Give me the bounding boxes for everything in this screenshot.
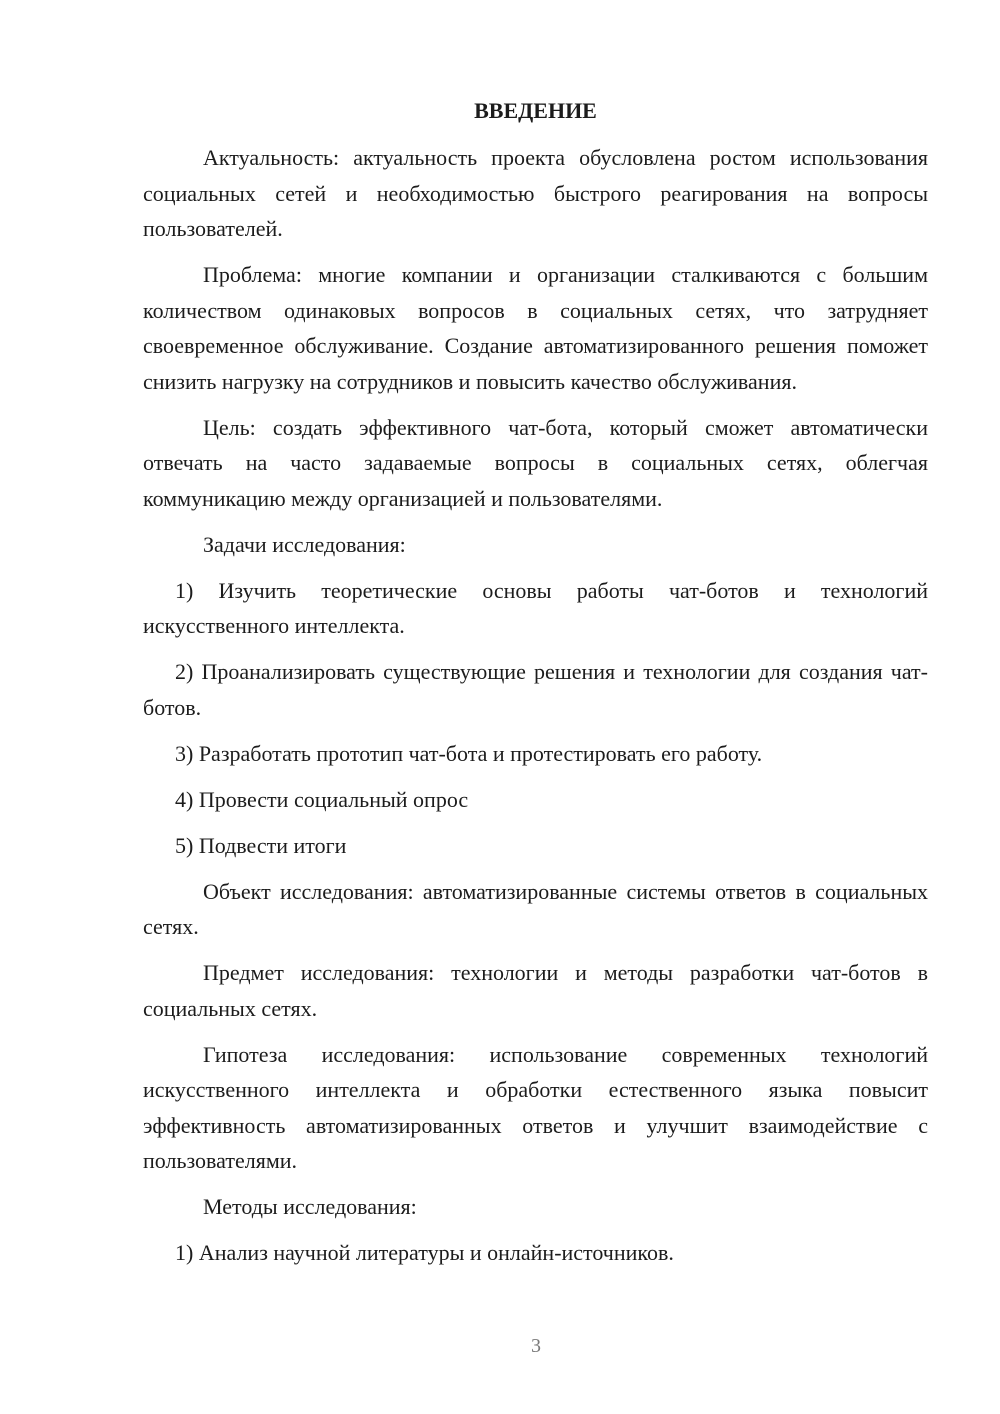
task-item-5: 5) Подвести итоги	[175, 832, 347, 858]
paragraph-goal: Цель: создать эффективного чат-бота, который сможет автоматически отвечать на часто задаваемые вопросы в социальных сетях, облегчая коммуникацию между организацией и пользователями.	[143, 414, 928, 511]
paragraph-subject: Предмет исследования: технологии и методы разработки чат-ботов в социальных сетях.	[143, 960, 928, 1021]
task-item-2: 2) Проанализировать существующие решения и технологии для создания чат-ботов.	[143, 659, 928, 720]
section-title: ВВЕДЕНИЕ	[474, 98, 597, 123]
method-item-1: 1) Анализ научной литературы и онлайн-источников.	[175, 1240, 674, 1265]
page-number: 3	[531, 1335, 541, 1357]
document-page	[143, 96, 928, 1281]
methods-heading: Методы исследования:	[203, 1194, 417, 1219]
task-item-1: 1) Изучить теоретические основы работы чат-ботов и технологий искусственного интеллекта.	[143, 577, 928, 638]
paragraph-hypothesis: Гипотеза исследования: использование современных технологий искусственного интеллекта и обработки естественного языка повысит эффективность автоматизированных ответов и улучшит взаимодействие с пользователями.	[143, 1041, 928, 1173]
tasks-heading: Задачи исследования:	[203, 531, 406, 557]
task-item-4: 4) Провести социальный опрос	[175, 786, 469, 812]
paragraph-object: Объект исследования: автоматизированные системы ответов в социальных сетях.	[143, 878, 928, 939]
paragraph-relevance: Актуальность: актуальность проекта обусловлена ростом использования социальных сетей и необходимостью быстрого реагирования на вопросы пользователей.	[143, 145, 928, 241]
task-item-3: 3) Разработать прототип чат-бота и протестировать его работу.	[175, 740, 763, 766]
paragraph-problem: Проблема: многие компании и организации сталкиваются с большим количеством одинаковых вопросов в социальных сетях, что затрудняет своевременное обслуживание. Создание автоматизированного решения поможет снизить нагрузку на сотрудников и повысить качество обслуживания.	[143, 262, 928, 394]
